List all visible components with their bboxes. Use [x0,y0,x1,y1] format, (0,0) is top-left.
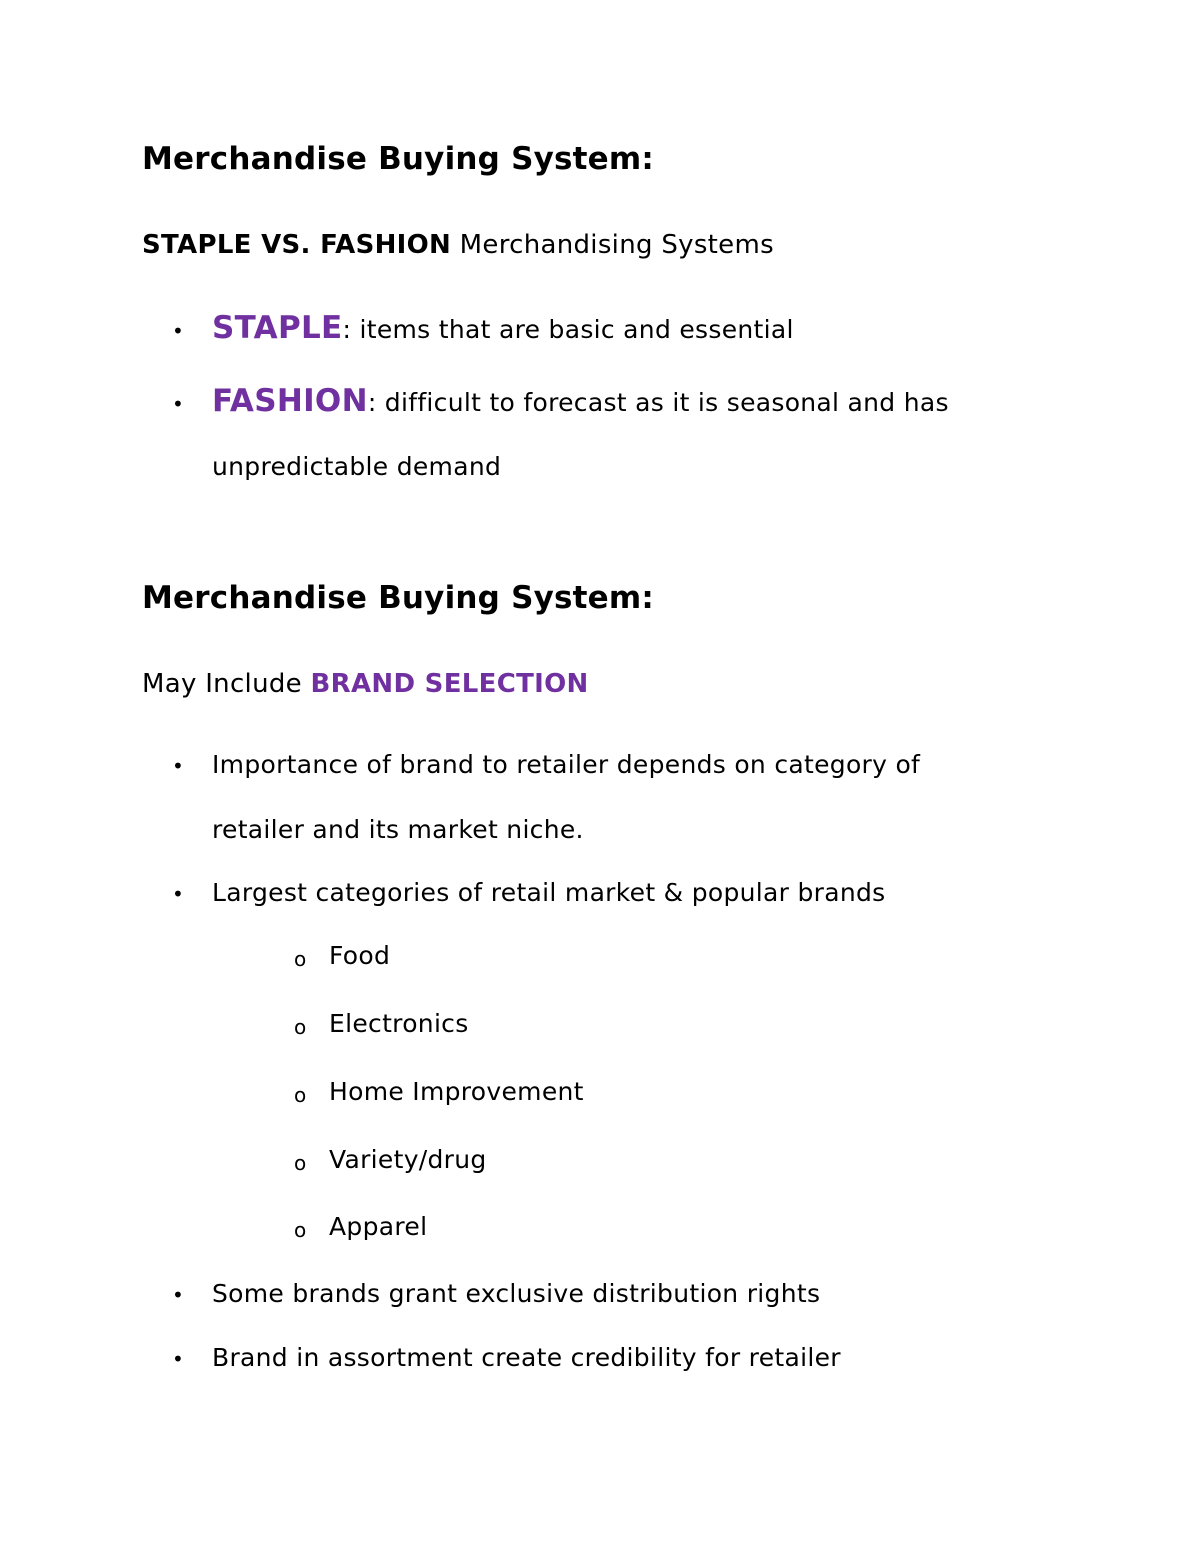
intro-prefix: May Include [142,669,311,699]
fashion-term: FASHION [212,383,368,419]
subhead-rest-part: Merchandising Systems [451,230,774,260]
subhead-bold-part: STAPLE VS. FASHION [142,230,452,260]
bullet-icon: • [172,1283,184,1307]
sub-item-food: Food [329,941,391,970]
section1-subheading [142,230,774,260]
list-item-credibility: Brand in assortment create credibility for retailer [212,1343,841,1372]
list-item-exclusive-rights: Some brands grant exclusive distribution rights [212,1279,821,1308]
circle-bullet-icon: o [294,1151,307,1175]
circle-bullet-icon: o [294,1015,307,1039]
list-item-fashion [212,383,949,419]
section2-intro [142,669,589,699]
fashion-text: : difficult to forecast as it is seasonal and has [367,388,949,417]
importance-continuation: retailer and its market niche. [212,815,584,844]
bullet-icon: • [172,754,184,778]
list-item-largest-categories: Largest categories of retail market & popular brands [212,878,886,907]
bullet-icon: • [172,1347,184,1371]
bullet-icon: • [172,392,184,416]
bullet-icon: • [172,319,184,343]
sub-item-variety-drug: Variety/drug [329,1145,487,1174]
staple-text: : items that are basic and essential [342,315,794,344]
list-item-staple [212,310,794,346]
sub-item-electronics: Electronics [329,1009,469,1038]
circle-bullet-icon: o [294,947,307,971]
circle-bullet-icon: o [294,1218,307,1242]
fashion-text-continuation: unpredictable demand [212,452,502,481]
list-item-importance: Importance of brand to retailer depends on category of [212,750,921,779]
sub-item-home-improvement: Home Improvement [329,1077,584,1106]
bullet-icon: • [172,882,184,906]
section2-heading: Merchandise Buying System: [142,580,654,616]
brand-selection-highlight: BRAND SELECTION [310,669,589,699]
circle-bullet-icon: o [294,1083,307,1107]
section1-heading: Merchandise Buying System: [142,141,654,177]
staple-term: STAPLE [212,310,343,346]
sub-item-apparel: Apparel [329,1212,428,1241]
